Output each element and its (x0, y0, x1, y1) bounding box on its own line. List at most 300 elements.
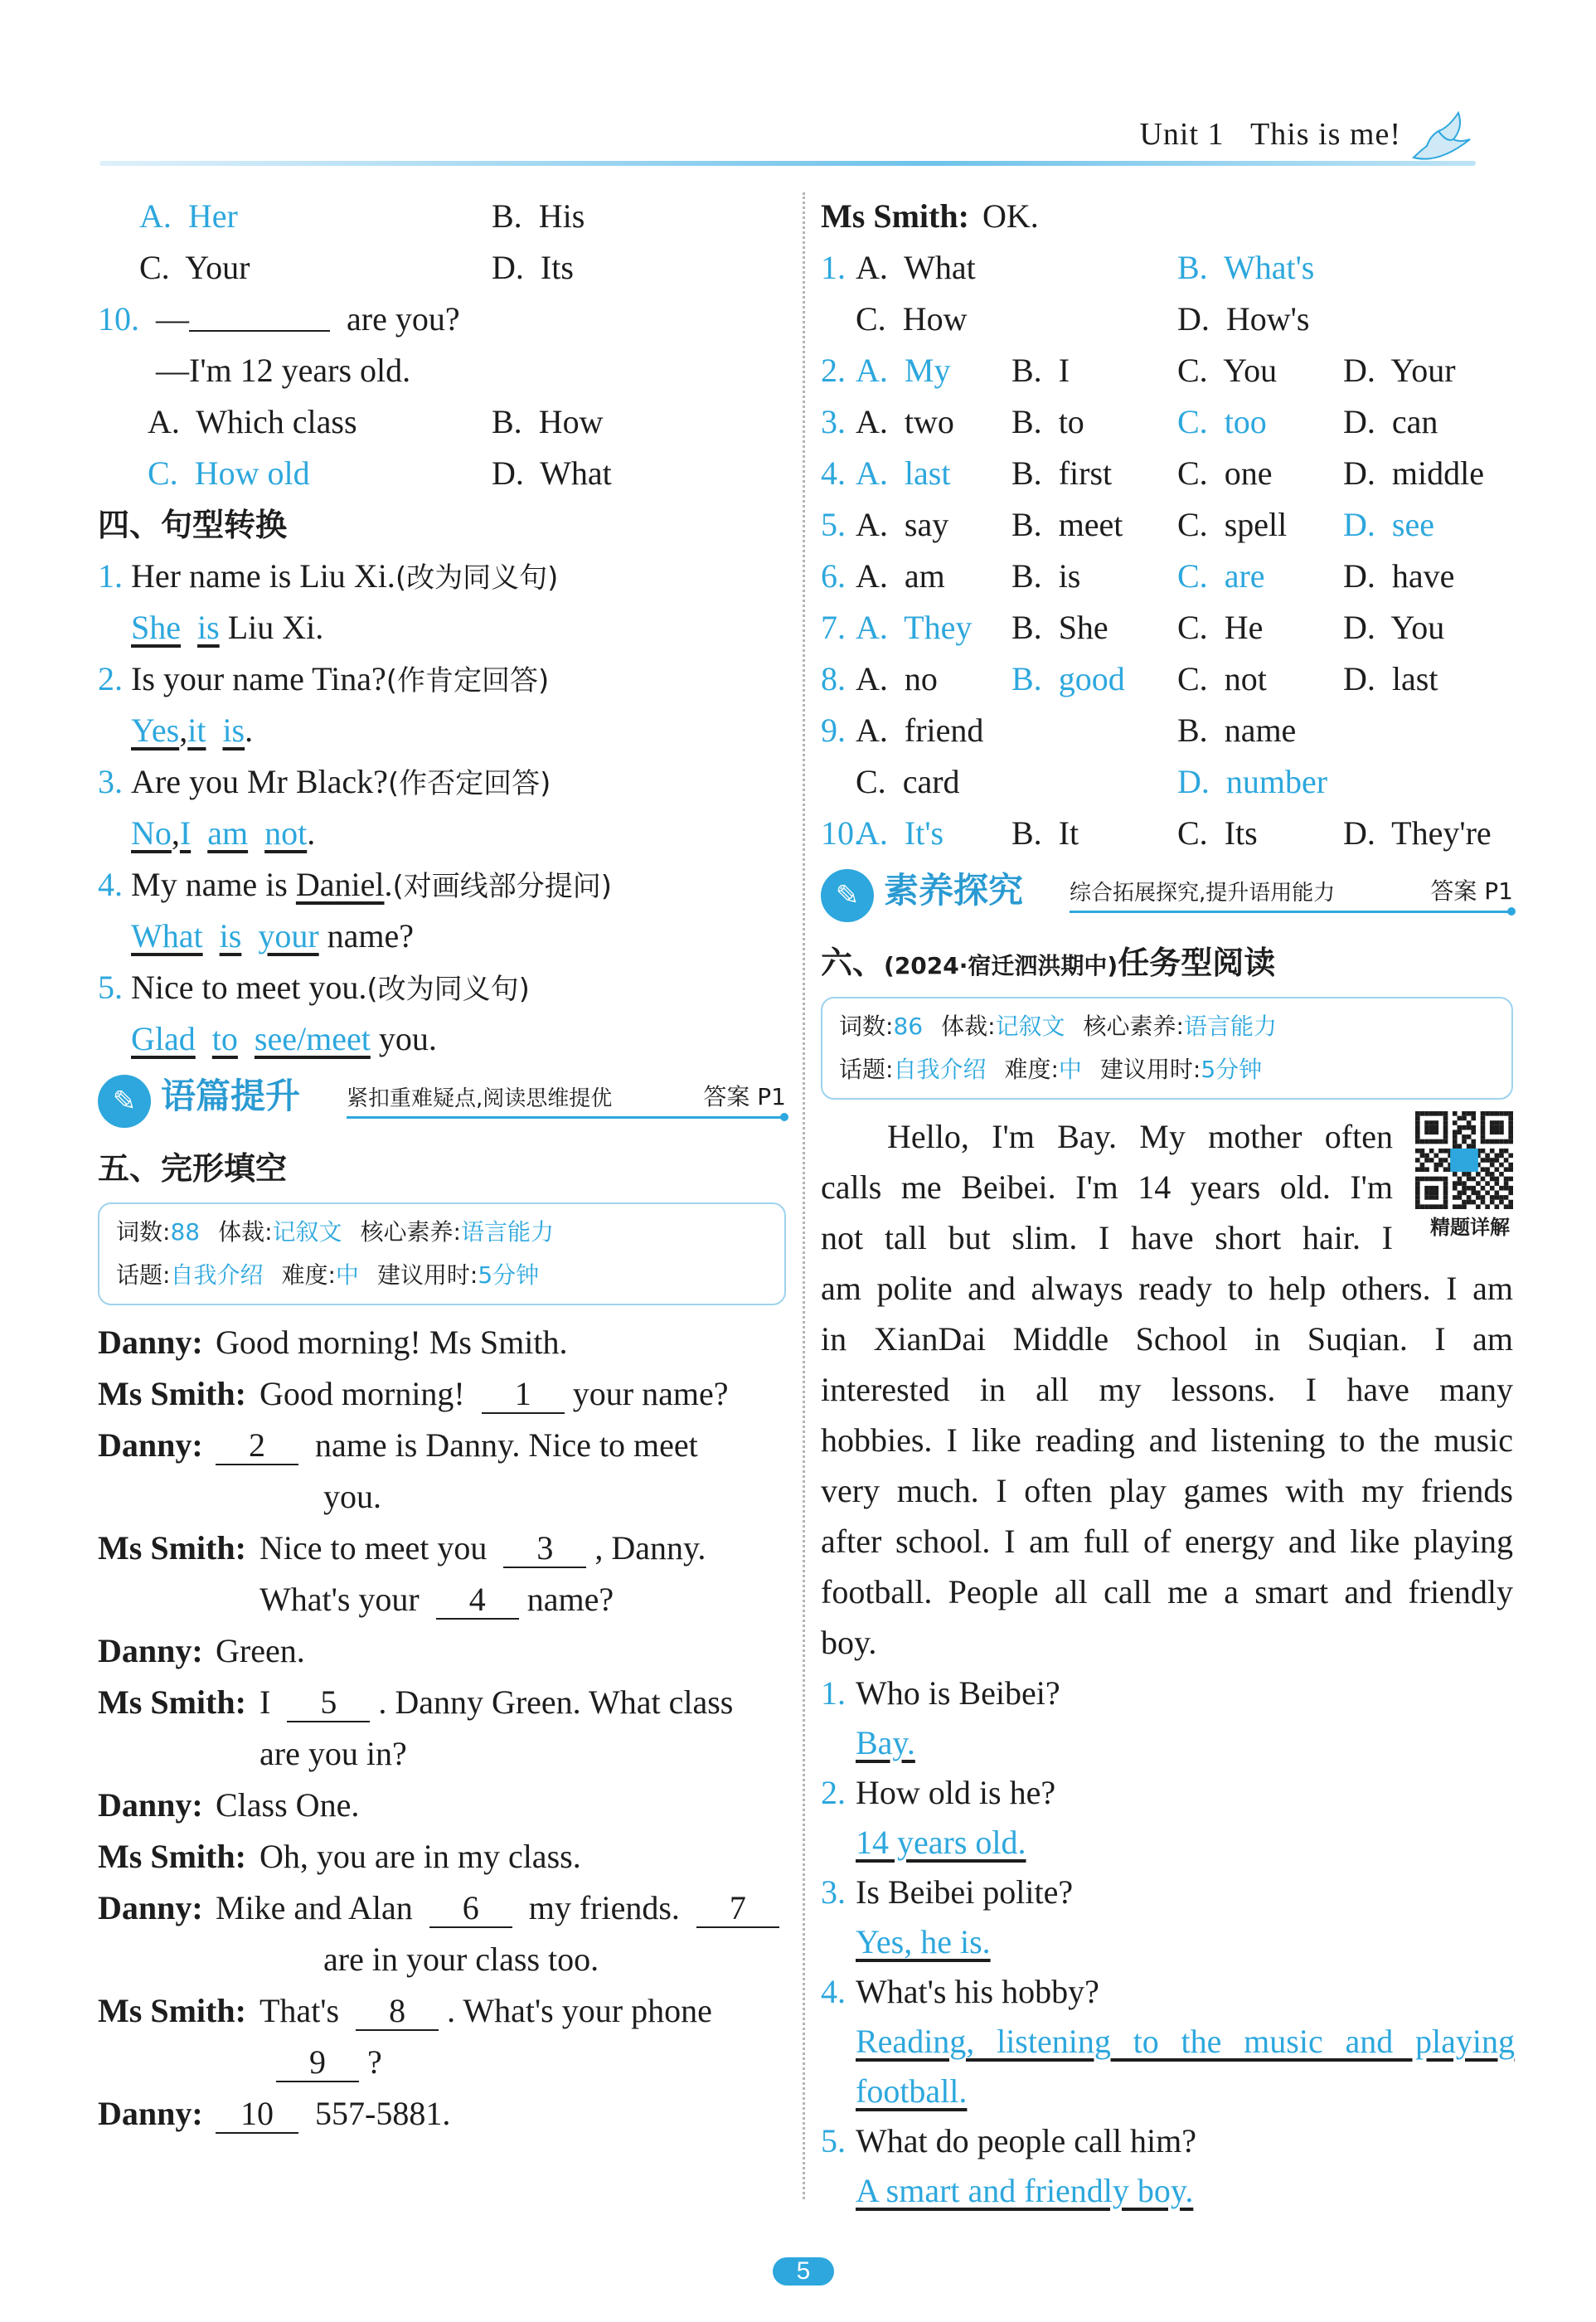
section-banner (98, 1068, 786, 1134)
option-text: is (1058, 557, 1081, 595)
punct: . (245, 712, 254, 749)
option-letter: B. (492, 403, 522, 440)
info-line-1 (116, 1211, 768, 1254)
option-letter: D. (1343, 814, 1375, 852)
dialogue-words: are in your class too. (323, 1941, 599, 1978)
speaker: Danny: (98, 1324, 203, 1361)
dialogue-words: OK. (982, 197, 1039, 235)
dialogue-words: Good morning! (260, 1375, 465, 1412)
answer-option (1177, 345, 1277, 396)
answer-option (856, 499, 948, 551)
question-sentence: . (384, 866, 393, 903)
option-text: spell (1224, 506, 1288, 543)
answer-line (131, 911, 414, 962)
question-row (98, 294, 786, 345)
dialogue-line (98, 1523, 786, 1574)
transform-question (98, 859, 786, 911)
answer-option (1011, 499, 1123, 551)
option-text: middle (1391, 454, 1484, 492)
info-value: 记叙文 (995, 1013, 1065, 1040)
section-title: 五、完形填空 (98, 1150, 288, 1187)
answer-option (856, 294, 967, 345)
question-text: How old is he? (856, 1774, 1056, 1811)
speaker: Ms Smith: (98, 1375, 246, 1412)
dialogue-words: are you in? (260, 1735, 407, 1772)
cloze-blank: 6 (429, 1890, 512, 1928)
transform-answer (98, 705, 786, 756)
written-answer: Reading, listening to the music and playing (856, 2023, 1515, 2060)
question-number: 2. (98, 660, 123, 697)
reading-question (821, 1867, 1513, 1916)
dialogue-text (216, 1625, 305, 1677)
dialogue-text (260, 1574, 614, 1625)
filled-answer: No (131, 814, 172, 852)
option-text: She (1058, 609, 1108, 646)
transform-question (98, 653, 786, 705)
info-key: 话题: (116, 1261, 171, 1289)
answer-option (1343, 602, 1444, 653)
filled-answer: am (207, 814, 249, 852)
option-text: How old (194, 454, 310, 492)
answer-blank (189, 294, 330, 332)
speaker: Danny: (98, 2095, 203, 2132)
info-key: 难度: (1004, 1056, 1059, 1083)
answer-option (1177, 756, 1327, 808)
section-title-row (821, 937, 1513, 989)
option-letter: C. (856, 300, 886, 338)
option-text: They're (1391, 814, 1492, 852)
option-text: It's (904, 814, 944, 852)
passage-line: very much. I often play games with my friends (821, 1472, 1513, 1509)
section-title-row (98, 1143, 786, 1194)
info-value: 语言能力 (460, 1218, 554, 1246)
section-title-prefix: 六、 (821, 945, 885, 981)
speaker: Ms Smith: (98, 1992, 246, 2029)
option-letter: C. (856, 763, 886, 800)
question-sentence: Nice to meet you. (131, 969, 367, 1006)
option-letter: D. (1343, 609, 1375, 646)
info-key: 建议用时: (376, 1261, 478, 1289)
option-a (139, 191, 238, 242)
option-text: It (1058, 814, 1079, 852)
option-text: no (904, 660, 938, 697)
cloze-blank: 1 (482, 1376, 565, 1414)
passage-info-box (821, 997, 1513, 1100)
section-title (821, 937, 1275, 992)
option-letter: D. (1177, 763, 1210, 800)
info-value: 自我介绍 (170, 1261, 264, 1289)
option-text: You (1390, 609, 1445, 646)
info-line-2 (116, 1254, 768, 1297)
option-letter: C. (1177, 506, 1208, 543)
question-number: 7. (821, 609, 846, 646)
filled-answer: Yes (131, 712, 180, 749)
question-number: 2. (821, 352, 846, 389)
speaker: Danny: (98, 1786, 203, 1824)
speaker: Danny: (98, 1632, 203, 1669)
option-letter: B. (1011, 506, 1042, 543)
instruction-note: (改为同义句) (395, 561, 559, 595)
option-letter: D. (492, 249, 524, 286)
written-answer: football. (856, 2072, 968, 2110)
option-text: are (1224, 557, 1265, 595)
option-letter: B. (1011, 454, 1042, 492)
question-sentence: Her name is Liu Xi. (131, 557, 395, 595)
option-text: What (904, 249, 976, 286)
filled-answer: not (264, 814, 308, 852)
answer-option (1011, 808, 1079, 859)
option-letter: B. (492, 197, 522, 235)
dialogue-continuation (98, 1574, 786, 1625)
option-letter: C. (1177, 814, 1208, 852)
cloze-blank: 3 (503, 1530, 586, 1568)
speaker-name: Danny (98, 1786, 192, 1824)
question-sentence: My name is (131, 866, 296, 903)
option-letter: D. (492, 454, 524, 492)
option-letter: A. (856, 352, 888, 389)
filled-answer: is (219, 917, 242, 955)
passage-line: am polite and always ready to help others. I am (821, 1270, 1513, 1307)
dialogue-words: 557-5881. (315, 2095, 451, 2132)
question-number: 4. (821, 454, 846, 492)
dialogue-line (98, 1882, 786, 1934)
reading-answer (821, 2016, 1513, 2066)
option-letter: C. (1177, 557, 1208, 595)
dialogue-line (98, 2088, 786, 2140)
answer-choice-row (821, 396, 1513, 448)
option-letter: D. (1343, 454, 1375, 492)
dialogue-words: . Danny Green. What class (378, 1683, 734, 1721)
option-text: friend (904, 712, 984, 749)
question-number: 5. (98, 969, 123, 1006)
speaker: Danny: (98, 1889, 203, 1926)
option-b (492, 191, 585, 242)
option-text: not (1224, 660, 1267, 697)
reading-answer (821, 1817, 1513, 1867)
question-number: 5. (821, 506, 846, 543)
reading-answer (821, 2165, 1513, 2215)
option-text: You (1223, 352, 1278, 389)
qr-code-label: 精题详解 (1430, 1216, 1510, 1239)
option-text: to (1058, 403, 1084, 440)
column-divider (803, 192, 805, 2199)
option-text: Its (540, 249, 574, 286)
answer-option (1177, 705, 1296, 756)
answer-line (131, 808, 315, 859)
banner-title: 语篇提升 (161, 1076, 301, 1116)
option-letter: B. (1177, 249, 1208, 286)
dialogue-words: I (260, 1683, 271, 1721)
option-text: Which class (196, 403, 357, 440)
question-text: What's his hobby? (856, 1973, 1099, 2010)
info-key: 词数: (116, 1218, 171, 1246)
option-letter: B. (1177, 712, 1208, 749)
answer-option (1177, 808, 1258, 859)
dialogue-text (216, 1882, 779, 1934)
info-line-2 (839, 1048, 1495, 1091)
banner-icon: ✎ (98, 1075, 151, 1128)
filled-answer: She (131, 609, 181, 646)
speaker: Ms Smith: (98, 1683, 246, 1721)
question-number: 10. (98, 300, 139, 338)
option-letter: D. (1343, 660, 1375, 697)
answer-option (1011, 653, 1125, 705)
dialogue-words: What's your (260, 1581, 420, 1618)
answer-option (856, 756, 960, 808)
option-letter: D. (1343, 352, 1375, 389)
answer-choice-row (821, 242, 1513, 294)
answer-option (1011, 551, 1080, 602)
cloze-blank: 2 (216, 1427, 298, 1465)
answer-choice-row (821, 448, 1513, 499)
answer-rest: you. (378, 1020, 437, 1057)
cloze-blank: 5 (287, 1684, 370, 1722)
question-text (131, 551, 558, 604)
dialogue-text (216, 1420, 698, 1471)
dialogue-line (98, 1985, 786, 2037)
speaker-name: Danny (98, 1426, 192, 1464)
option-text: number (1225, 763, 1328, 800)
option-a (148, 396, 357, 448)
question-text (131, 962, 530, 1015)
question-number: 3. (98, 763, 123, 800)
info-value: 5分钟 (1201, 1056, 1263, 1083)
option-text: What (540, 454, 612, 492)
dash: — (156, 300, 189, 338)
option-text: Her (187, 197, 238, 235)
answer-option (856, 705, 983, 756)
cloze-blank: 4 (436, 1581, 519, 1620)
answer-option (1177, 653, 1267, 705)
transform-question (98, 551, 786, 602)
info-key: 词数: (839, 1013, 894, 1040)
passage-line: after school. I am full of energy and like playing (821, 1523, 1513, 1560)
question-sentence: Are you Mr Black? (131, 763, 388, 800)
info-key: 核心素养: (360, 1218, 461, 1246)
option-text: can (1391, 403, 1438, 440)
option-text: He (1224, 609, 1264, 646)
dialogue-text (216, 1317, 567, 1368)
option-letter: C. (148, 454, 178, 492)
info-value: 88 (170, 1218, 201, 1246)
option-letter: A. (856, 609, 888, 646)
dialogue-words: . What's your phone (447, 1992, 712, 2029)
option-text: His (538, 197, 585, 235)
option-b (492, 396, 603, 448)
question-number: 1. (821, 1674, 846, 1712)
cloze-blank: 9 (276, 2044, 359, 2082)
speaker-name: Danny (98, 2095, 192, 2132)
answer-option (1343, 808, 1492, 859)
section-title: 四、句型转换 (98, 507, 288, 543)
dialogue-text (216, 2088, 450, 2140)
dialogue-continuation (98, 2037, 786, 2088)
banner-answer-key: 答案 P1 (1430, 877, 1513, 905)
answer-choice-row (821, 551, 1513, 602)
dialogue-words: name? (526, 1581, 614, 1618)
option-text: first (1058, 454, 1113, 492)
filled-answer: is (222, 712, 245, 749)
reading-question (821, 1966, 1513, 2016)
answer-choice-row (821, 756, 1513, 808)
option-text: say (904, 506, 949, 543)
dialogue-words: Nice to meet you (260, 1529, 488, 1567)
qr-code-icon[interactable] (1415, 1111, 1513, 1209)
unit-title: This is me! (1250, 117, 1401, 152)
dialogue-words: my friends. (528, 1889, 680, 1926)
punct: , (171, 814, 180, 852)
dialogue-words: Mike and Alan (216, 1889, 413, 1926)
info-key: 核心素养: (1083, 1013, 1184, 1040)
answer-option (1177, 499, 1287, 551)
info-value: 5分钟 (478, 1261, 540, 1289)
filled-answer: Glad (131, 1020, 196, 1057)
option-c (139, 242, 250, 294)
answer-option (1011, 396, 1084, 448)
option-letter: B. (1011, 352, 1042, 389)
page-number: 5 (773, 2257, 834, 2286)
speaker-name: Ms Smith (98, 1838, 235, 1875)
cloze-blank: 8 (356, 1993, 439, 2031)
answer-choice-row (821, 602, 1513, 653)
option-letter: D. (1177, 300, 1210, 338)
reading-answer (821, 1717, 1513, 1767)
dialogue-words: your name? (572, 1375, 729, 1412)
option-row (98, 242, 786, 294)
info-key: 建议用时: (1099, 1056, 1201, 1083)
answer-option (856, 602, 972, 653)
running-header (1139, 116, 1401, 153)
transform-answer (98, 1013, 786, 1065)
answer-option (1177, 242, 1314, 294)
dialogue-continuation (98, 1934, 786, 1985)
speaker-name: Ms Smith (98, 1529, 235, 1567)
info-value: 自我介绍 (893, 1056, 987, 1083)
filled-answer: it (187, 712, 206, 749)
option-text: They (904, 609, 973, 646)
instruction-note: (作肯定回答) (386, 664, 550, 697)
dialogue-text (260, 1368, 728, 1420)
option-letter: B. (1011, 557, 1042, 595)
option-letter: C. (1177, 352, 1208, 389)
answer-option (856, 345, 950, 396)
question-number: 10. (821, 814, 862, 852)
option-letter: A. (856, 814, 888, 852)
passage-line: Hello, I'm Bay. My mother often (887, 1118, 1393, 1155)
option-text: good (1058, 660, 1125, 697)
dialogue-line (98, 1317, 786, 1368)
instruction-note: (作否定回答) (387, 767, 551, 800)
banner-subtitle: 综合拓展探究,提升语用能力 (1070, 881, 1336, 906)
instruction-note: (对画线部分提问) (392, 870, 613, 903)
dialogue-words: Green. (216, 1632, 305, 1669)
info-value: 记叙文 (272, 1218, 342, 1246)
option-c (148, 448, 310, 499)
speaker-name: Ms Smith (821, 197, 958, 235)
dialogue-text (260, 1831, 581, 1882)
option-text: one (1224, 454, 1273, 492)
question-number: 4. (821, 1973, 846, 2010)
answer-line (131, 602, 323, 653)
reading-question (821, 1767, 1513, 1817)
option-text: I (1058, 352, 1070, 389)
dialogue-words: Good morning! Ms Smith. (216, 1324, 568, 1361)
reading-question (821, 2116, 1513, 2165)
info-value: 中 (1058, 1056, 1082, 1083)
reply-row (98, 345, 786, 396)
question-text: What do people call him? (856, 2122, 1196, 2159)
header-rule (99, 161, 1476, 166)
option-letter: A. (856, 506, 888, 543)
question-number: 3. (821, 403, 846, 440)
transform-answer (98, 602, 786, 653)
option-letter: D. (1343, 506, 1375, 543)
speaker: Ms Smith: (821, 197, 969, 235)
question-number: 5. (821, 2122, 846, 2159)
option-letter: C. (139, 249, 170, 286)
banner-icon: ✎ (821, 869, 874, 922)
answer-option (856, 551, 945, 602)
info-key: 话题: (839, 1056, 894, 1083)
section-title-row (98, 499, 786, 551)
question-number: 9. (821, 712, 846, 749)
dialogue-line (821, 191, 1513, 242)
dialogue-line (98, 1677, 786, 1728)
answer-option (1011, 602, 1108, 653)
question-number: 4. (98, 866, 123, 903)
option-d (492, 242, 574, 294)
option-letter: A. (856, 403, 888, 440)
option-letter: B. (1011, 403, 1042, 440)
question-text: are you? (347, 300, 460, 338)
option-letter: B. (1011, 814, 1042, 852)
punct: . (307, 814, 316, 852)
option-row (98, 448, 786, 499)
option-d (492, 448, 612, 499)
dialogue-words: ? (367, 2043, 382, 2081)
option-text: My (904, 352, 951, 389)
answer-option (856, 448, 950, 499)
dialogue-line (98, 1625, 786, 1677)
transform-answer (98, 911, 786, 962)
question-number: 2. (821, 1774, 846, 1811)
dialogue-text (276, 2037, 382, 2088)
option-text: Your (185, 249, 250, 286)
passage-info-box (98, 1202, 786, 1305)
filled-answer: see/meet (254, 1020, 371, 1057)
question-text (131, 859, 612, 912)
reading-answer (821, 1916, 1513, 1966)
written-answer: Yes, he is. (856, 1923, 991, 1960)
option-letter: A. (856, 712, 888, 749)
transform-question (98, 756, 786, 808)
question-number: 1. (821, 249, 846, 286)
option-text: am (904, 557, 945, 595)
instruction-note: (改为同义句) (366, 973, 530, 1006)
left-column (98, 191, 786, 2140)
option-text: see (1391, 506, 1434, 543)
dialogue-text (260, 1728, 407, 1780)
section-banner (821, 862, 1513, 929)
answer-option (856, 653, 938, 705)
dialogue-words: Class One. (216, 1786, 360, 1824)
answer-option (1343, 499, 1434, 551)
reading-question (821, 1668, 1513, 1717)
answer-option (1177, 448, 1272, 499)
speaker-name: Danny (98, 1889, 192, 1926)
dialogue-line (98, 1420, 786, 1471)
passage-line: hobbies. I like reading and listening to the music (821, 1421, 1513, 1459)
